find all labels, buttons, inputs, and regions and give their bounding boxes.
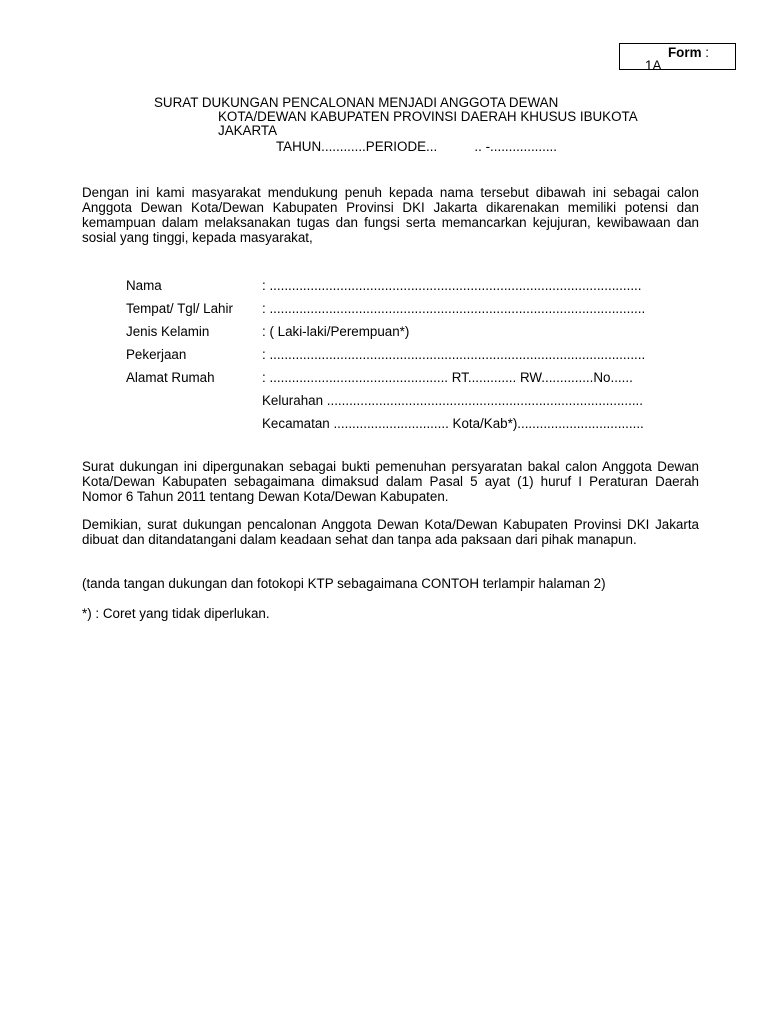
field-label: Nama	[126, 278, 162, 293]
intro-paragraph: Dengan ini kami masyarakat mendukung penuh kepada nama tersebut dibawah ini sebagai calon Anggota Dewan Kota/Dewan Kabupaten Provinsi DKI Jakarta dikarenakan memiliki potensi dan kemampuan dalam melaksanakan tugas dan fungsi serta memancarkan kejujuran, kewibawaan dan sosial yang tinggi, kepada masyarakat,	[82, 185, 699, 245]
footnote: *) : Coret yang tidak diperlukan.	[82, 606, 270, 621]
field-value: : ................................................ RT............. RW..............No......	[262, 370, 633, 385]
field-value: : .....................................................................................................	[262, 301, 646, 316]
field-label: Alamat Rumah	[126, 370, 215, 385]
field-label: Jenis Kelamin	[126, 324, 210, 339]
field-kecamatan-kota: Kecamatan ............................... Kota/Kab*)..................................	[262, 416, 644, 431]
form-number: 1A	[645, 58, 662, 73]
form-label: Form :	[668, 45, 709, 60]
field-value: : ( Laki-laki/Perempuan*)	[262, 324, 410, 339]
document-title-line-2: KOTA/DEWAN KABUPATEN PROVINSI DAERAH KHUSUS IBUKOTA	[218, 109, 638, 124]
form-number-box	[619, 43, 736, 73]
document-title-line-1: SURAT DUKUNGAN PENCALONAN MENJADI ANGGOTA DEWAN	[154, 95, 559, 110]
field-kelurahan: Kelurahan .....................................................................................	[262, 393, 643, 408]
field-label: Pekerjaan	[126, 347, 187, 362]
document-title-year-period: TAHUN............PERIODE... .. -..................	[276, 139, 557, 154]
field-label: Tempat/ Tgl/ Lahir	[126, 301, 233, 316]
purpose-paragraph: Surat dukungan ini dipergunakan sebagai bukti pemenuhan persyaratan bakal calon Anggota Dewan Kota/Dewan Kabupaten sebagaimana dimaksud dalam Pasal 5 ayat (1) huruf I Peraturan Daerah Nomor 6 Tahun 2011 tentang Dewan Kota/Dewan Kabupaten.	[82, 459, 699, 504]
field-value: : .....................................................................................................	[262, 347, 646, 362]
closing-paragraph: Demikian, surat dukungan pencalonan Anggota Dewan Kota/Dewan Kabupaten Provinsi DKI Jakarta dibuat dan ditandatangani dalam keadaan sehat dan tanpa ada paksaan dari pihak manapun.	[82, 517, 699, 547]
signature-note: (tanda tangan dukungan dan fotokopi KTP sebagaimana CONTOH terlampir halaman 2)	[82, 576, 606, 591]
field-value: : ....................................................................................................	[262, 278, 642, 293]
document-title-line-3: JAKARTA	[218, 123, 278, 138]
